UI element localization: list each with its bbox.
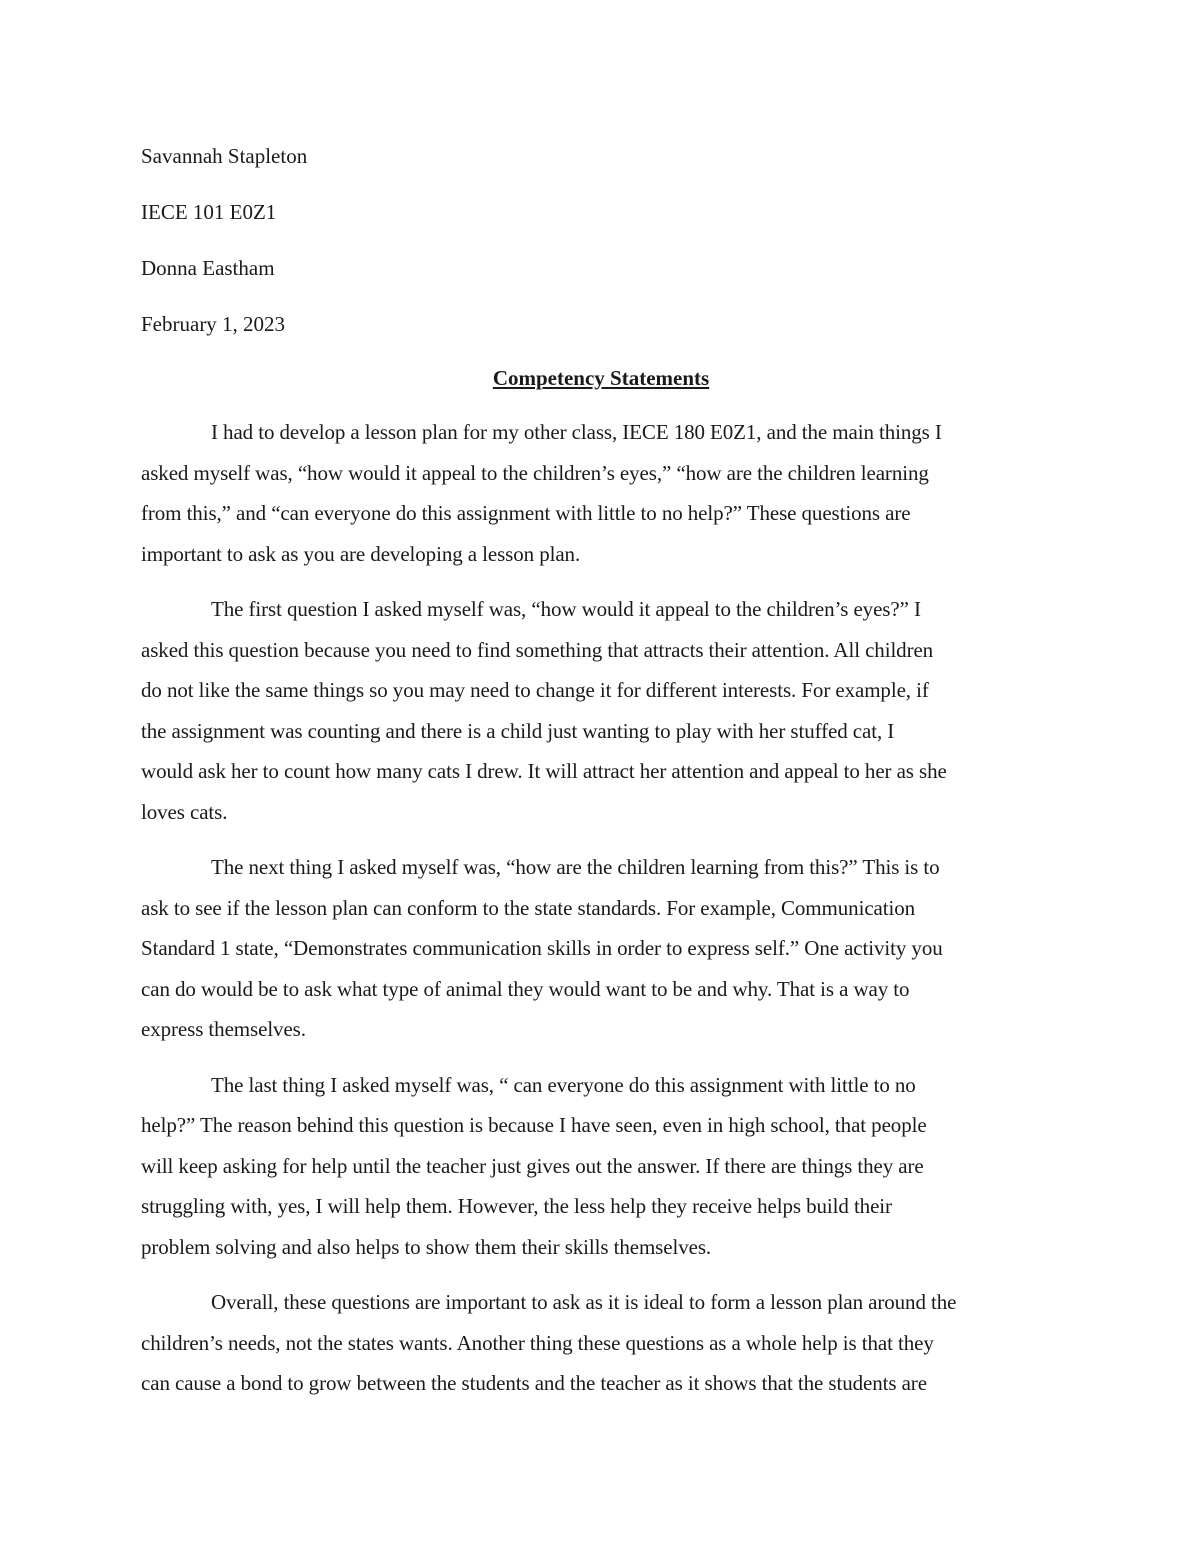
paragraph-line: Overall, these questions are important to ask as it is ideal to form a lesson plan around the <box>211 1290 957 1314</box>
paragraph-line: the assignment was counting and there is a child just wanting to play with her stuffed cat, I <box>141 718 895 743</box>
paragraph <box>141 1282 1061 1404</box>
paragraph-line: express themselves. <box>141 1017 306 1041</box>
paragraph-line: ask to see if the lesson plan can conform to the state standards. For example, Communication <box>141 895 916 920</box>
paragraph-line: Standard 1 state, “Demonstrates communication skills in order to express self.” One activity you <box>141 936 943 960</box>
course-code: IECE 101 E0Z1 <box>141 200 277 224</box>
instructor-name: Donna Eastham <box>141 256 275 280</box>
paragraph-line: The first question I asked myself was, “how would it appeal to the children’s eyes?” I <box>211 597 921 621</box>
document-body <box>141 138 1061 1419</box>
paragraph-line: The last thing I asked myself was, “ can everyone do this assignment with little to no <box>211 1072 916 1097</box>
paragraph-line: I had to develop a lesson plan for my other class, IECE 180 E0Z1, and the main things I <box>211 420 942 444</box>
paragraph-line: problem solving and also helps to show them their skills themselves. <box>141 1234 712 1259</box>
paragraph-line: loves cats. <box>141 799 228 824</box>
paragraph-line: important to ask as you are developing a lesson plan. <box>141 541 581 566</box>
paragraph <box>141 589 1061 832</box>
paragraph <box>141 1065 1061 1268</box>
paragraph-line: do not like the same things so you may need to change it for different interests. For example, if <box>141 678 929 702</box>
paragraph-line: will keep asking for help until the teacher just gives out the answer. If there are things they are <box>141 1153 924 1178</box>
paragraph-line: asked myself was, “how would it appeal to the children’s eyes,” “how are the children learning <box>141 460 929 485</box>
paragraph <box>141 412 1061 574</box>
paragraph-line: struggling with, yes, I will help them. However, the less help they receive helps build their <box>141 1194 892 1218</box>
document-title: Competency Statements <box>492 366 710 390</box>
paragraph-line: from this,” and “can everyone do this assignment with little to no help?” These questions are <box>141 501 911 525</box>
document-date: February 1, 2023 <box>141 312 286 336</box>
paragraph-line: asked this question because you need to find something that attracts their attention. All children <box>141 637 934 662</box>
paragraph-line: can cause a bond to grow between the students and the teacher as it shows that the students are <box>141 1371 927 1395</box>
paragraph-line: children’s needs, not the states wants. Another thing these questions as a whole help is that they <box>141 1330 934 1355</box>
author-name: Savannah Stapleton <box>141 144 308 168</box>
paragraph <box>141 847 1061 1050</box>
paragraph-line: would ask her to count how many cats I drew. It will attract her attention and appeal to her as she <box>141 759 947 783</box>
paragraph-line: can do would be to ask what type of animal they would want to be and why. That is a way to <box>141 976 910 1001</box>
paragraphs <box>141 412 1061 1404</box>
paragraph-line: help?” The reason behind this question is because I have seen, even in high school, that people <box>141 1113 927 1137</box>
paragraph-line: The next thing I asked myself was, “how are the children learning from this?” This is to <box>211 855 940 879</box>
